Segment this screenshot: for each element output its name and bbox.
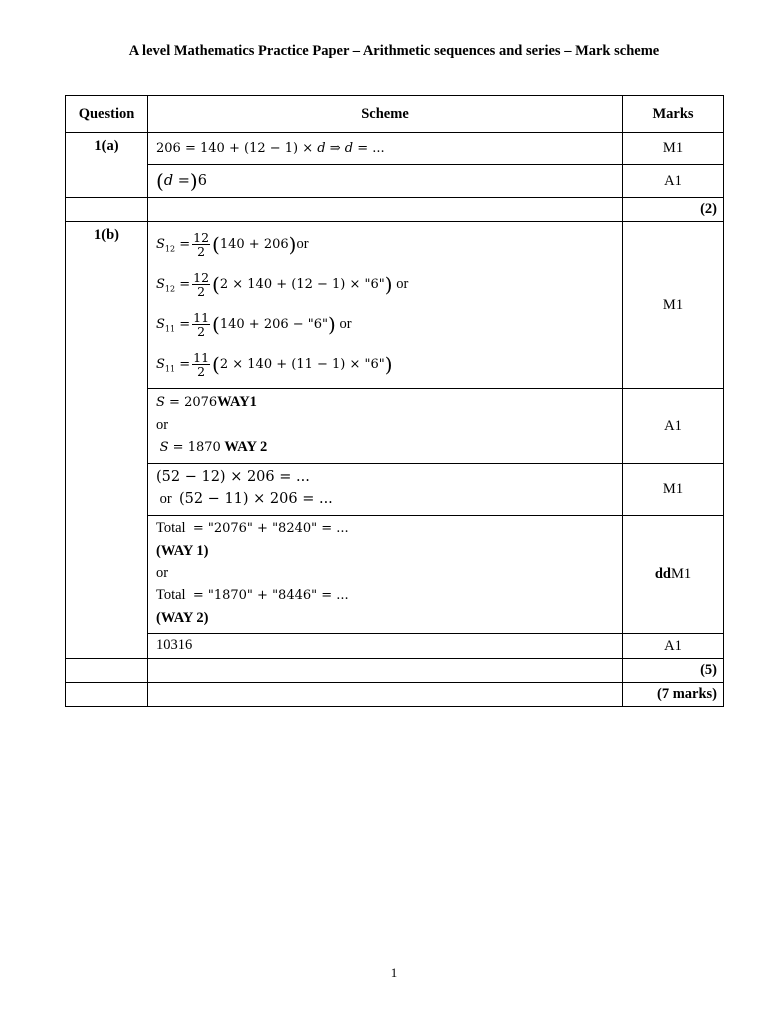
table-header-row xyxy=(66,96,724,133)
equation: 206 = 140 + (12 − 1) × d ⇒ d = ... xyxy=(156,141,385,156)
mark-1a-a1: A1 xyxy=(623,165,724,198)
table-row xyxy=(66,389,724,464)
mark-1b-a1: A1 xyxy=(623,389,724,464)
scheme-1b-sums xyxy=(148,222,623,389)
mark-1b-m1: M1 xyxy=(623,222,724,389)
total-marks: (7 marks) xyxy=(623,683,724,707)
empty-cell xyxy=(66,659,148,683)
mark-1b-a1-answer: A1 xyxy=(623,634,724,659)
table-row xyxy=(66,516,724,634)
table-row xyxy=(66,165,724,198)
sum-formula: $S_{11}$ = $\frac{11}{2}$ (140 + 206 − "6") or xyxy=(156,309,352,339)
table-row xyxy=(66,464,724,516)
scheme-1b-s-values: S = 2076WAY1 or S = 1870 WAY 2 xyxy=(148,389,623,464)
empty-cell xyxy=(148,683,623,707)
page-number: 1 xyxy=(390,965,398,980)
sum-formula: $S_{12}$ = $\frac{12}{2}$ (140 + 206) or xyxy=(156,229,309,259)
table-row xyxy=(66,634,724,659)
empty-cell xyxy=(66,683,148,707)
page-title: A level Mathematics Practice Paper – Arithmetic sequences and series – Mark scheme xyxy=(128,43,660,59)
mark-1a-m1: M1 xyxy=(623,133,724,165)
subtotal-1a: (2) xyxy=(623,198,724,222)
scheme-1a-line1 xyxy=(148,133,623,165)
table-row xyxy=(66,198,724,222)
mark-1b-m1-products: M1 xyxy=(623,464,724,516)
scheme-1a-line2 xyxy=(148,165,623,198)
header-scheme: Scheme xyxy=(148,96,623,133)
header-marks: Marks xyxy=(623,96,724,133)
table-row xyxy=(66,222,724,389)
table-row xyxy=(66,133,724,165)
sum-formula: $S_{12}$ = $\frac{12}{2}$ (2 × 140 + (12 − 1) × "6") or xyxy=(156,269,409,299)
mark-1b-ddm1: ddM1 xyxy=(623,516,724,634)
equation: (d =)6 xyxy=(156,169,207,193)
header-question: Question xyxy=(66,96,148,133)
question-label-1b: 1(b) xyxy=(66,222,148,659)
empty-cell xyxy=(148,198,623,222)
empty-cell xyxy=(148,659,623,683)
scheme-1b-totals: Total = "2076" + "8240" = ... (WAY 1) or Total = "1870" + "8446" = ... (WAY 2) xyxy=(148,516,623,634)
table-row xyxy=(66,683,724,707)
mark-scheme-table xyxy=(65,95,724,707)
scheme-1b-products: (52 − 12) × 206 = ... or (52 − 11) × 206 = ... xyxy=(148,464,623,516)
scheme-1b-answer: 10316 xyxy=(148,634,623,659)
sum-formula: $S_{11}$ = $\frac{11}{2}$ (2 × 140 + (11 − 1) × "6") xyxy=(156,349,393,379)
question-label-1a: 1(a) xyxy=(66,133,148,198)
table-row xyxy=(66,659,724,683)
empty-cell xyxy=(66,198,148,222)
subtotal-1b: (5) xyxy=(623,659,724,683)
